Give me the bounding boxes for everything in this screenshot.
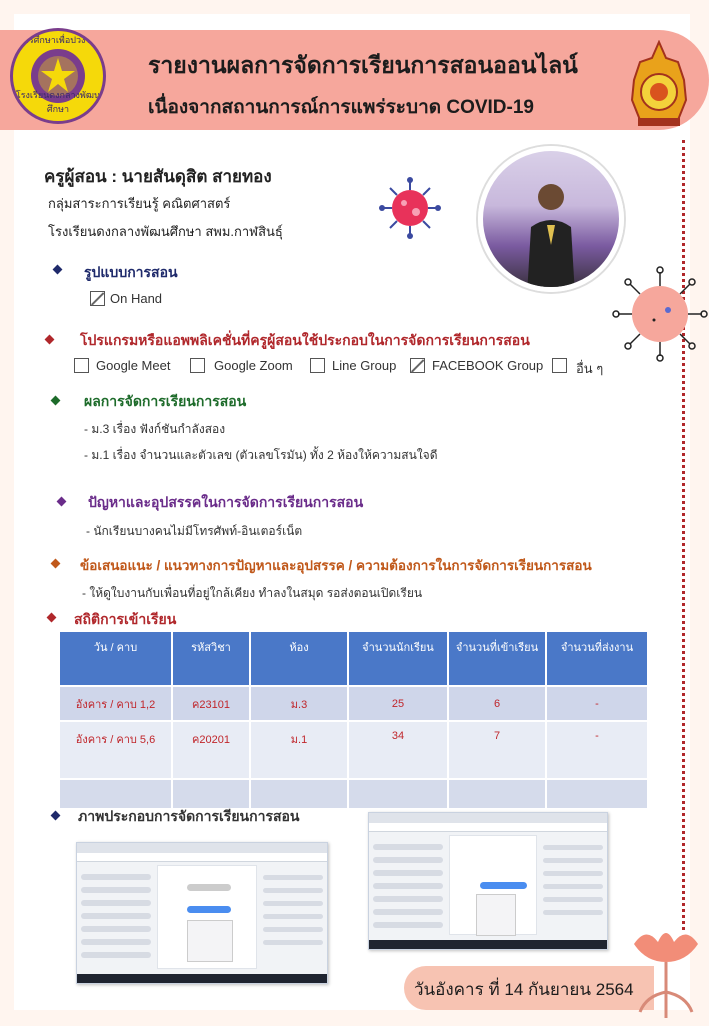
flower-decoration-icon <box>626 922 706 1022</box>
subject-group: กลุ่มสาระการเรียนรู้ คณิตศาสตร์ <box>48 196 231 211</box>
option-facebook-group: FACEBOOK Group <box>432 358 544 373</box>
table-cell: อังคาร / คาบ 5,6 <box>60 721 172 779</box>
school-logo-top-text: การศึกษาเพื่อปวงชน <box>18 35 98 45</box>
images-heading: ภาพประกอบการจัดการเรียนการสอน <box>78 808 300 824</box>
table-cell: ค23101 <box>172 686 250 721</box>
checkbox-other[interactable] <box>552 358 567 373</box>
checkbox-line-group[interactable] <box>310 358 325 373</box>
teacher-name: ครูผู้สอน : นายสันดุสิต สายทอง <box>44 167 272 186</box>
table-cell <box>250 779 348 808</box>
results-heading: ผลการจัดการเรียนการสอน <box>84 393 247 409</box>
column-header: จำนวนที่เข้าเรียน <box>448 632 546 686</box>
column-header: จำนวนนักเรียน <box>348 632 448 686</box>
obec-emblem-icon <box>626 40 692 130</box>
table-cell: - <box>546 686 648 721</box>
table-cell <box>546 779 648 808</box>
table-cell: 6 <box>448 686 546 721</box>
result-item: - ม.1 เรื่อง จำนวนและตัวเลข (ตัวเลขโรมัน) ทั้ง 2 ห้องให้ความสนใจดี <box>84 448 438 462</box>
table-cell: ม.3 <box>250 686 348 721</box>
checkbox-google-meet[interactable] <box>74 358 89 373</box>
decorative-dotted-line <box>682 140 685 930</box>
table-cell: 34 <box>348 721 448 779</box>
page-title: รายงานผลการจัดการเรียนการสอนออนไลน์ <box>148 52 578 78</box>
table-cell: 25 <box>348 686 448 721</box>
school-name: โรงเรียนดงกลางพัฒนศึกษา สพม.กาฬสินธุ์ <box>48 224 283 239</box>
apps-heading: โปรแกรมหรือแอพพลิเคชั่นที่ครูผู้สอนใช้ประกอบในการจัดการเรียนการสอน <box>80 332 530 348</box>
table-row <box>60 721 648 779</box>
table-cell: อังคาร / คาบ 1,2 <box>60 686 172 721</box>
table-cell: ค20201 <box>172 721 250 779</box>
table-cell <box>448 779 546 808</box>
attendance-heading: สถิติการเข้าเรียน <box>74 611 177 627</box>
suggestion-item: - ให้ดูใบงานกับเพื่อนที่อยู่ใกล้เคียง ทำลงในสมุด รอส่งตอนเปิดเรียน <box>82 586 423 600</box>
problems-heading: ปัญหาและอุปสรรคในการจัดการเรียนการสอน <box>88 494 364 510</box>
problem-item: - นักเรียนบางคนไม่มีโทรศัพท์-อินเตอร์เน็ต <box>86 524 303 538</box>
table-cell <box>172 779 250 808</box>
virus-outline-icon <box>612 266 708 362</box>
checkbox-facebook-group[interactable] <box>410 358 425 373</box>
table-header-row <box>60 632 648 686</box>
report-date: วันอังคาร ที่ 14 กันยายน 2564 <box>414 980 634 999</box>
option-google-meet: Google Meet <box>96 358 171 373</box>
screenshot-facebook-group-2 <box>368 812 608 950</box>
table-cell <box>60 779 172 808</box>
table-row <box>60 686 648 721</box>
table-cell: ม.1 <box>250 721 348 779</box>
column-header: จำนวนที่ส่งงาน <box>546 632 648 686</box>
screenshot-facebook-group-1 <box>76 842 328 984</box>
checkbox-google-zoom[interactable] <box>190 358 205 373</box>
school-logo <box>10 28 106 124</box>
virus-icon <box>378 176 442 240</box>
option-other: อื่น ๆ <box>576 361 604 376</box>
table-cell: - <box>546 721 648 779</box>
suggestions-heading: ข้อเสนอแนะ / แนวทางการปัญหาและอุปสรรค / ความต้องการในการจัดการเรียนการสอน <box>80 558 592 573</box>
column-header: ห้อง <box>250 632 348 686</box>
attendance-table <box>60 632 649 808</box>
page-subtitle: เนื่องจากสถานการณ์การแพร่ระบาด COVID-19 <box>148 97 534 118</box>
school-logo-bottom-text: โรงเรียนดงกลางพัฒนศึกษา <box>15 90 101 114</box>
option-google-zoom: Google Zoom <box>214 358 293 373</box>
table-cell: 7 <box>448 721 546 779</box>
option-line-group: Line Group <box>332 358 397 373</box>
result-item: - ม.3 เรื่อง ฟังก์ชันกำลังสอง <box>84 422 226 436</box>
teacher-photo <box>478 146 624 292</box>
column-header: รหัสวิชา <box>172 632 250 686</box>
teaching-mode-option: On Hand <box>110 291 163 306</box>
column-header: วัน / คาบ <box>60 632 172 686</box>
teaching-mode-heading: รูปแบบการสอน <box>84 264 178 280</box>
table-cell <box>348 779 448 808</box>
table-row <box>60 779 648 808</box>
teaching-mode-checkbox[interactable] <box>90 291 105 306</box>
